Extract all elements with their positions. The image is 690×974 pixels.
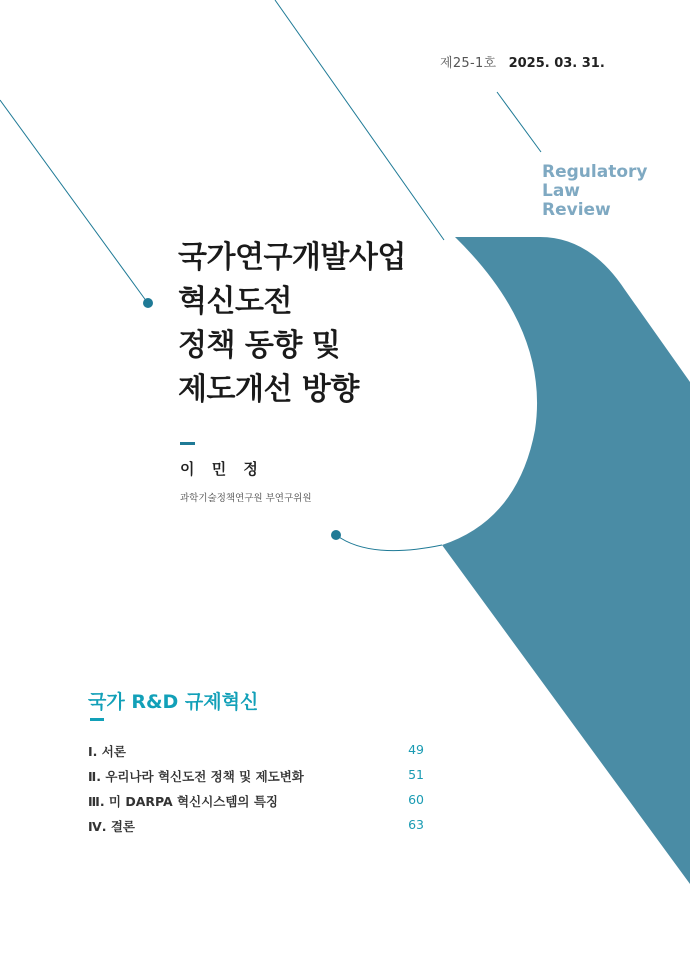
series-word-law: Law bbox=[542, 181, 581, 201]
toc-item-page: 60 bbox=[408, 792, 424, 807]
arc-dot bbox=[331, 530, 341, 540]
table-of-contents bbox=[88, 742, 428, 842]
author-affiliation: 과학기술정책연구원 부연구위원 bbox=[180, 493, 312, 504]
toc-item-darpa[interactable] bbox=[88, 792, 428, 817]
teal-diagonal-band bbox=[442, 237, 690, 884]
section-title: 국가 R&D 규제혁신 bbox=[88, 691, 259, 713]
toc-item-conclusion[interactable] bbox=[88, 817, 428, 842]
title-line-1: 국가연구개발사업 bbox=[178, 240, 406, 275]
author-name: 이 민 정 bbox=[180, 460, 264, 478]
title-line-2: 혁신도전 bbox=[178, 284, 292, 319]
toc-item-korea-policy[interactable] bbox=[88, 767, 428, 792]
series-word-regulatory: Regulatory bbox=[542, 162, 648, 182]
toc-item-label: Ⅳ. 결론 bbox=[88, 819, 135, 834]
section-divider bbox=[90, 718, 104, 721]
toc-item-label: Ⅲ. 미 DARPA 혁신시스템의 특징 bbox=[88, 794, 279, 809]
bottom-arc bbox=[336, 535, 442, 551]
issue-number: 제25-1호 bbox=[440, 56, 497, 71]
title-line-4: 제도개선 방향 bbox=[178, 372, 359, 407]
left-diagonal-line bbox=[0, 100, 147, 302]
issue-info bbox=[440, 52, 605, 71]
toc-item-page: 49 bbox=[408, 742, 424, 757]
article-title bbox=[178, 236, 406, 412]
left-line-dot bbox=[143, 298, 153, 308]
author-divider bbox=[180, 442, 195, 445]
issue-date: 2025. 03. 31. bbox=[508, 56, 605, 71]
series-word-review: Review bbox=[542, 200, 611, 220]
series-logo bbox=[542, 163, 662, 220]
toc-item-label: Ⅱ. 우리나라 혁신도전 정책 및 제도변화 bbox=[88, 769, 304, 784]
toc-item-page: 63 bbox=[408, 817, 424, 832]
small-accent-line bbox=[497, 92, 541, 152]
toc-item-label: Ⅰ. 서론 bbox=[88, 744, 126, 759]
top-diagonal-line bbox=[275, 0, 444, 240]
toc-item-intro[interactable] bbox=[88, 742, 428, 767]
toc-item-page: 51 bbox=[408, 767, 424, 782]
title-line-3: 정책 동향 및 bbox=[178, 328, 341, 363]
